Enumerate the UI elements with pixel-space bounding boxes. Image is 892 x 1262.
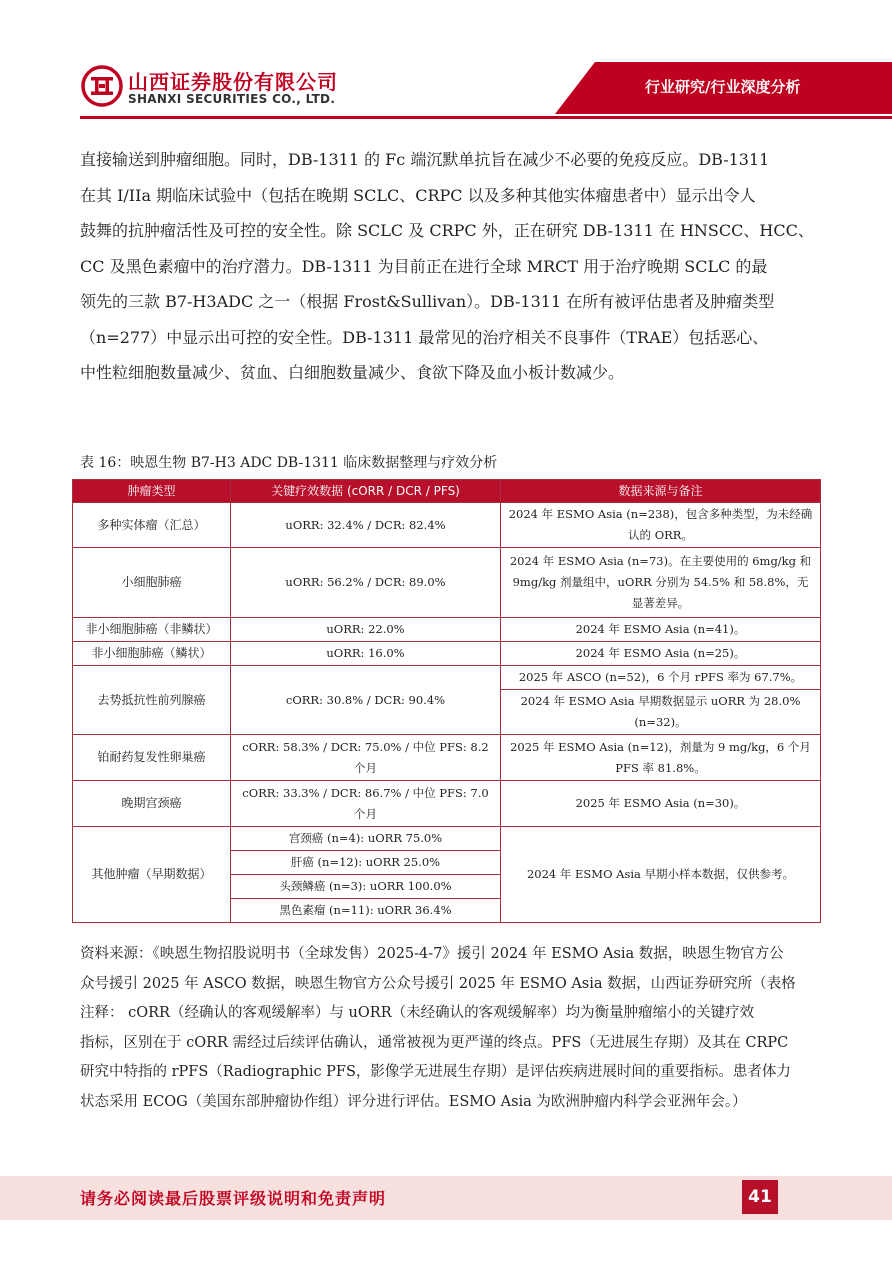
source-line: 众号援引 2025 年 ASCO 数据，映恩生物官方公众号援引 2025 年 ESMO Asia 数据，山西证券研究所（表格 <box>80 975 796 992</box>
tumor-type-cell: 铂耐药复发性卵巢癌 <box>73 735 231 781</box>
table-row <box>73 781 821 827</box>
efficacy-cell: 肝癌 (n=12): uORR 25.0% <box>231 851 501 875</box>
source-note-cell: 2025 年 ASCO (n=52)，6 个月 rPFS 率为 67.7%。 <box>501 666 821 690</box>
body-line: （n=277）中显示出可控的安全性。DB-1311 最常见的治疗相关不良事件（TRAE）包括恶心、 <box>80 327 769 347</box>
source-note-cell: 2024 年 ESMO Asia (n=238)，包含多种类型，为未经确认的 ORR。 <box>501 503 821 548</box>
report-section-label: 行业研究/行业深度分析 <box>645 78 801 96</box>
column-header: 数据来源与备注 <box>501 480 821 503</box>
body-line: 领先的三款 B7-H3ADC 之一（根据 Frost&Sullivan）。DB-1311 在所有被评估患者及肿瘤类型 <box>80 292 775 311</box>
source-line: 研究中特指的 rPFS（Radiographic PFS，影像学无进展生存期）是评估疾病进展时间的重要指标。患者体力 <box>80 1064 791 1080</box>
source-note-cell: 2024 年 ESMO Asia (n=73)。在主要使用的 6mg/kg 和 9mg/kg 剂量组中，uORR 分别为 54.5% 和 58.8%，无显著差异。 <box>501 548 821 618</box>
body-line: 鼓舞的抗肿瘤活性及可控的安全性。除 SCLC 及 CRPC 外，正在研究 DB-1311 在 HNSCC、HCC、 <box>80 221 814 240</box>
table-row <box>73 666 821 690</box>
table-row <box>73 735 821 781</box>
source-notes <box>80 940 815 1117</box>
table-row <box>73 618 821 642</box>
source-note-cell: 2024 年 ESMO Asia (n=41)。 <box>501 618 821 642</box>
tumor-type-cell: 去势抵抗性前列腺癌 <box>73 666 231 735</box>
shanxi-securities-logo-icon <box>80 64 124 108</box>
source-note-cell: 2024 年 ESMO Asia (n=25)。 <box>501 642 821 666</box>
body-line: CC 及黑色素瘤中的治疗潜力。DB-1311 为目前正在进行全球 MRCT 用于治疗晚期 SCLC 的最 <box>80 256 768 276</box>
table-header-row <box>73 480 821 503</box>
efficacy-cell: cORR: 58.3% / DCR: 75.0% / 中位 PFS: 8.2 个月 <box>231 735 501 781</box>
tumor-type-cell: 晚期宫颈癌 <box>73 781 231 827</box>
source-note-cell: 2024 年 ESMO Asia 早期数据显示 uORR 为 28.0% (n=32)。 <box>501 690 821 735</box>
disclaimer-text: 请务必阅读最后股票评级说明和免责声明 <box>80 1189 387 1208</box>
efficacy-cell: uORR: 32.4% / DCR: 82.4% <box>231 503 501 548</box>
body-paragraph <box>80 142 815 391</box>
efficacy-cell: 宫颈癌 (n=4): uORR 75.0% <box>231 827 501 851</box>
column-header: 肿瘤类型 <box>73 480 231 503</box>
company-name-en: SHANXI SECURITIES CO., LTD. <box>128 92 336 106</box>
tumor-type-cell: 小细胞肺癌 <box>73 548 231 618</box>
source-line: 注释： cORR（经确认的客观缓解率）与 uORR（未经确认的客观缓解率）均为衡量肿瘤缩小的关键疗效 <box>80 1005 755 1021</box>
table-row <box>73 827 821 851</box>
efficacy-cell: cORR: 30.8% / DCR: 90.4% <box>231 666 501 735</box>
column-header: 关键疗效数据 (cORR / DCR / PFS) <box>231 480 501 503</box>
header-rule <box>80 116 892 119</box>
efficacy-cell: uORR: 56.2% / DCR: 89.0% <box>231 548 501 618</box>
page-number: 41 <box>742 1180 778 1214</box>
page-header <box>0 0 892 125</box>
body-line: 中性粒细胞数量减少、贫血、白细胞数量减少、食欲下降及血小板计数减少。 <box>80 363 625 382</box>
source-note-cell: 2025 年 ESMO Asia (n=12)，剂量为 9 mg/kg，6 个月 PFS 率 81.8%。 <box>501 735 821 781</box>
tumor-type-cell: 其他肿瘤（早期数据） <box>73 827 231 923</box>
tumor-type-cell: 非小细胞肺癌（鳞状） <box>73 642 231 666</box>
table-row <box>73 548 821 618</box>
efficacy-cell: 头颈鳞癌 (n=3): uORR 100.0% <box>231 875 501 899</box>
table-row <box>73 503 821 548</box>
source-line: 指标，区别在于 cORR 需经过后续评估确认，通常被视为更严谨的终点。PFS（无进展生存期）及其在 CRPC <box>80 1034 789 1051</box>
table-caption: 表 16：映恩生物 B7-H3 ADC DB-1311 临床数据整理与疗效分析 <box>80 455 498 471</box>
clinical-data-table <box>72 479 821 923</box>
source-note-cell: 2025 年 ESMO Asia (n=30)。 <box>501 781 821 827</box>
tumor-type-cell: 非小细胞肺癌（非鳞状） <box>73 618 231 642</box>
source-note-cell: 2024 年 ESMO Asia 早期小样本数据，仅供参考。 <box>501 827 821 923</box>
body-line: 在其 I/IIa 期临床试验中（包括在晚期 SCLC、CRPC 以及多种其他实体瘤患者中）显示出令人 <box>80 185 756 205</box>
efficacy-cell: uORR: 16.0% <box>231 642 501 666</box>
efficacy-cell: 黑色素瘤 (n=11): uORR 36.4% <box>231 899 501 923</box>
source-line: 资料来源：《映恩生物招股说明书（全球发售）2025-4-7》援引 2024 年 ESMO Asia 数据，映恩生物官方公 <box>80 946 784 962</box>
company-name-cn: 山西证券股份有限公司 <box>128 70 338 94</box>
table-row <box>73 642 821 666</box>
efficacy-cell: cORR: 33.3% / DCR: 86.7% / 中位 PFS: 7.0 个月 <box>231 781 501 827</box>
source-line: 状态采用 ECOG（美国东部肿瘤协作组）评分进行评估。ESMO Asia 为欧洲肿瘤内科学会亚洲年会。） <box>80 1093 747 1110</box>
body-line: 直接输送到肿瘤细胞。同时，DB-1311 的 Fc 端沉默单抗旨在减少不必要的免疫反应。DB-1311 <box>80 150 770 169</box>
efficacy-cell: uORR: 22.0% <box>231 618 501 642</box>
tumor-type-cell: 多种实体瘤（汇总） <box>73 503 231 548</box>
